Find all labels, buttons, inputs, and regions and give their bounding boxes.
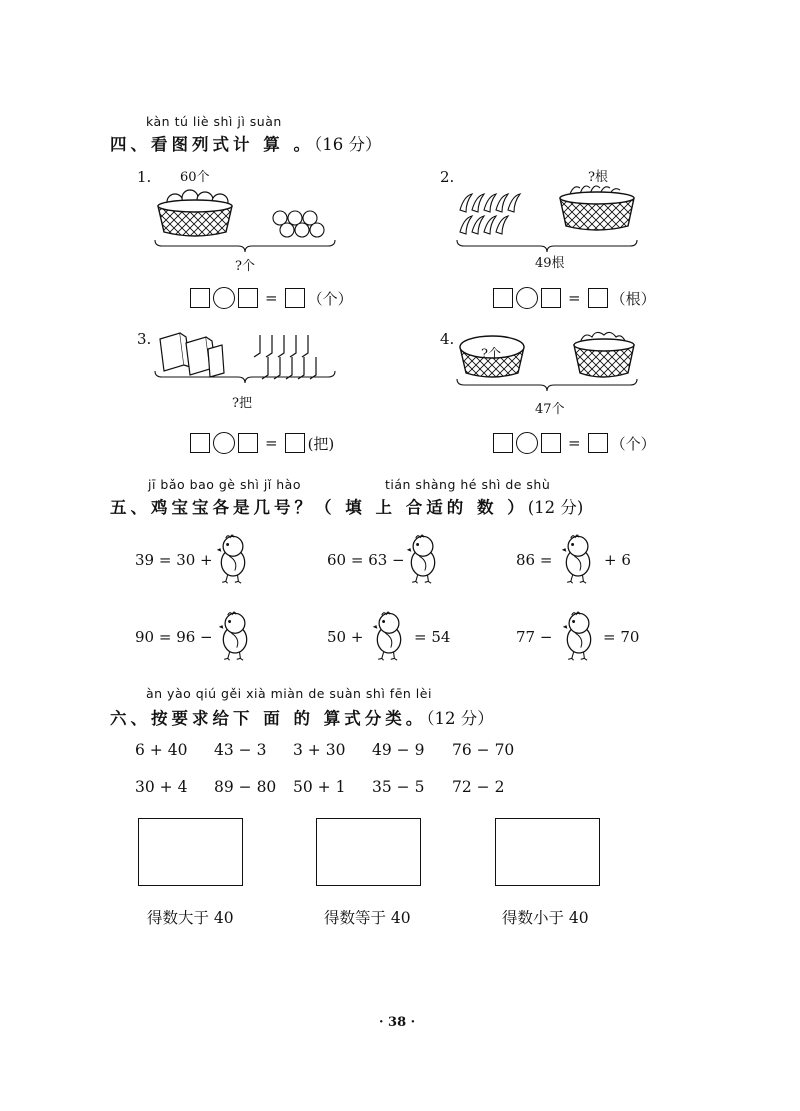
answer-box[interactable] — [285, 433, 305, 453]
unit-label: （个） — [307, 289, 353, 308]
section6-points: （12 分） — [426, 709, 494, 728]
problem4-bottom-label: 47个 — [535, 402, 565, 417]
equation3-left: 86 = — [516, 551, 553, 569]
expression: 43 − 3 — [214, 741, 267, 759]
brace-icon — [457, 240, 637, 252]
operator-circle[interactable] — [213, 432, 235, 454]
section4-pinyin: kàn tú liè shì jì suàn — [146, 114, 282, 129]
answer-box[interactable] — [285, 288, 305, 308]
problem4-top-label: ?个 — [481, 347, 501, 362]
chick-icon — [405, 532, 441, 584]
loose-apples-icon — [273, 211, 324, 237]
section4-title — [110, 131, 382, 155]
problem2-number: 2. — [440, 168, 455, 186]
chick-icon — [371, 609, 407, 661]
problem3-formula — [190, 432, 334, 454]
page-number: · 38 · — [379, 1015, 416, 1030]
unit-label: （个） — [610, 434, 656, 453]
answer-box[interactable] — [493, 433, 513, 453]
problem3-bottom-label: ?把 — [232, 396, 252, 411]
problem2-formula — [493, 287, 656, 309]
category-label-greater: 得数大于 40 — [147, 909, 234, 927]
section5-pinyin-right: tián shàng hé shì de shù — [385, 477, 551, 492]
expression: 76 − 70 — [452, 741, 515, 759]
brace-icon — [457, 379, 637, 391]
problem1-top-label: 60个 — [180, 170, 210, 185]
equals-sign: = — [568, 434, 581, 452]
spoons-icon — [254, 335, 316, 379]
problem2-top-label: ?根 — [588, 170, 608, 185]
section5-pinyin-left: jī bǎo bao gè shì jǐ hào — [148, 477, 301, 492]
section5-title-text: 五、鸡宝宝各是几号？（ 填 上 合适的 数 ） — [110, 498, 528, 517]
answer-box[interactable] — [190, 433, 210, 453]
operator-circle[interactable] — [516, 287, 538, 309]
peach-basket-icon — [574, 332, 634, 377]
answer-box[interactable] — [541, 433, 561, 453]
section4-title-text: 四、看图列式计 算 。 — [110, 135, 314, 154]
answer-box[interactable] — [190, 288, 210, 308]
section6-title-text: 六、按要求给下 面 的 算式分类。 — [110, 709, 427, 728]
unit-label: (把) — [307, 434, 335, 453]
answer-box[interactable] — [238, 433, 258, 453]
brace-icon — [155, 240, 335, 252]
answer-box[interactable] — [588, 433, 608, 453]
chick-icon — [215, 532, 251, 584]
operator-circle[interactable] — [213, 287, 235, 309]
section5-points: (12 分) — [527, 498, 584, 517]
expression: 30 + 4 — [135, 778, 188, 796]
equation5-left: 50 + — [327, 628, 364, 646]
apple-basket-icon — [158, 190, 232, 236]
equation3-right: + 6 — [604, 551, 631, 569]
answer-box[interactable] — [588, 288, 608, 308]
problem3-number: 3. — [137, 330, 152, 348]
category-label-less: 得数小于 40 — [502, 909, 589, 927]
expression: 72 − 2 — [452, 778, 505, 796]
brace-icon — [155, 371, 335, 383]
category-box-equal[interactable] — [316, 818, 421, 886]
problem3-illustration — [150, 325, 340, 395]
expression: 89 − 80 — [214, 778, 277, 796]
expression: 6 + 40 — [135, 741, 188, 759]
section5-title — [110, 494, 583, 518]
equals-sign: = — [265, 289, 278, 307]
expression: 3 + 30 — [293, 741, 346, 759]
problem1-number: 1. — [137, 168, 152, 186]
problem1-illustration — [150, 180, 340, 265]
operator-circle[interactable] — [516, 432, 538, 454]
problem4-number: 4. — [440, 330, 455, 348]
problem2-bottom-label: 49根 — [535, 256, 565, 271]
problem1-formula — [190, 287, 353, 309]
unit-label: （根） — [610, 289, 656, 308]
expression: 50 + 1 — [293, 778, 346, 796]
section6-title — [110, 705, 494, 729]
problem4-illustration — [452, 325, 642, 405]
equation1-left: 39 = 30 + — [135, 551, 213, 569]
equation6-right: = 70 — [603, 628, 640, 646]
equals-sign: = — [568, 289, 581, 307]
problem1-bottom-label: ?个 — [235, 259, 255, 274]
answer-box[interactable] — [238, 288, 258, 308]
equation6-left: 77 − — [516, 628, 553, 646]
expression: 35 − 5 — [372, 778, 425, 796]
category-box-greater[interactable] — [138, 818, 243, 886]
section6-pinyin: àn yào qiú gěi xià miàn de suàn shì fēn lèi — [146, 686, 432, 701]
equation5-right: = 54 — [414, 628, 451, 646]
banana-basket-icon — [560, 186, 634, 230]
category-box-less[interactable] — [495, 818, 600, 886]
equation4-left: 90 = 96 − — [135, 628, 213, 646]
chick-icon — [561, 609, 597, 661]
equation2-left: 60 = 63 − — [327, 551, 405, 569]
expression: 49 − 9 — [372, 741, 425, 759]
problem4-formula — [493, 432, 656, 454]
answer-box[interactable] — [493, 288, 513, 308]
section4-points: （16 分） — [314, 135, 382, 154]
category-label-equal: 得数等于 40 — [324, 909, 411, 927]
chick-icon — [560, 532, 596, 584]
bananas-icon — [460, 194, 520, 234]
equals-sign: = — [265, 434, 278, 452]
chick-icon — [217, 609, 253, 661]
spoon-packs-icon — [160, 333, 224, 377]
answer-box[interactable] — [541, 288, 561, 308]
